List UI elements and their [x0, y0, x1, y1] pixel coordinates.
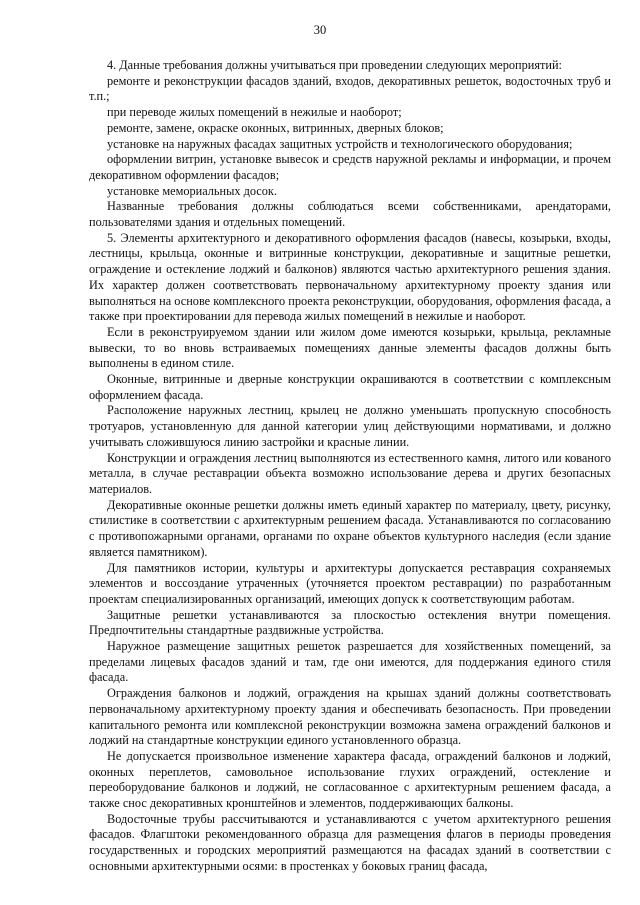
paragraph-item-5-elements: 5. Элементы архитектурного и декоративного оформления фасадов (навесы, козырьки, входы, лестницы, крыльца, оконные и витринные конструкции, декоративные и защитные решетки, ограждение и остекление лоджий и балконов) являются частью архитектурного решения здания. Их характер должен соответствовать первоначальному архитектурному проекту здания или выполняться на основе комплексного проекта реконструкции, оборудования, оформления фасада, а также при проектировании для перевода жилых помещений в нежилые и наоборот. — [89, 230, 611, 324]
paragraph-shop-windows: оформлении витрин, установке вывесок и средств наружной рекламы и информации, и прочем декоративном оформлении фасадов; — [89, 152, 611, 182]
paragraph-stair-materials: Конструкции и ограждения лестниц выполняются из естественного камня, литого или кованого металла, в случае реставрации объекта возможно использование дерева и других безопасных материалов. — [89, 450, 611, 496]
paragraph-facade-repair: ремонте и реконструкции фасадов зданий, входов, декоративных решеток, водосточных труб и т.п.; — [89, 73, 611, 104]
paragraph-requirements-owners: Названные требования должны соблюдаться всеми собственниками, арендаторами, пользователями здания и отдельных помещений. — [89, 199, 611, 230]
paragraph-protective-grilles: Защитные решетки устанавливаются за плоскостью остекления внутри помещения. Предпочтительны стандартные раздвижные устройства. — [89, 607, 611, 638]
paragraph-drainpipes-flagpoles: Водосточные трубы рассчитываются и устанавливаются с учетом архитектурного решения фасадов. Флагштоки рекомендованного образца для размещения флагов в периоды проведения государственных и городских мероприятий размещаются на фасадах зданий в соответствии с основными архитектурными осями: в простенках у боковых границ фасада, — [89, 811, 611, 873]
paragraph-window-grilles: Декоративные оконные решетки должны иметь единый характер по материалу, цвету, рисунку, стилистике в соответствии с архитектурным решением фасада. Устанавливаются по согласованию с противопожарными органами, органами по охране объектов культурного наследия (если здание является памятником). — [89, 497, 611, 559]
paragraph-external-grilles: Наружное размещение защитных решеток разрешается для хозяйственных помещений, за пределами лицевых фасадов зданий и там, где они имеются, для поддержания единого стиля фасада. — [89, 639, 611, 685]
paragraph-item-4-intro: 4. Данные требования должны учитываться при проведении следующих мероприятий: — [107, 58, 562, 72]
page-number: 30 — [313, 23, 327, 37]
document-body — [89, 58, 611, 875]
paragraph-premises-conversion: при переводе жилых помещений в нежилые и наоборот; — [107, 105, 402, 120]
paragraph-memorial-plaques: установке мемориальных досок. — [107, 183, 277, 198]
paragraph-prohibited-changes: Не допускается произвольное изменение характера фасада, ограждений балконов и лоджий, оконных переплетов, самовольное использование глухих ограждений, остекление и переоборудование балконов и лоджий, не согласованное с архитектурным решением фасада, а также снос декоративных кронштейнов и элементов, поддерживающих балконы. — [89, 748, 611, 811]
paragraph-external-stairs: Расположение наружных лестниц, крылец не должно уменьшать пропускную способность тротуаров, установленную для данной категории улиц действующими нормативами, и должно учитывать сложившуюся линию застройки и красные линии. — [89, 403, 611, 449]
paragraph-protective-devices: установке на наружных фасадах защитных устройств и технологического оборудования; — [107, 136, 573, 151]
paragraph-monument-restoration: Для памятников истории, культуры и архитектуры допускается реставрация сохраняемых элементов и воссоздание утраченных (уточняется проектом реставрации) по разработанным проектам специализированных организаций, имеющих допуск к соответствующим работам. — [89, 560, 611, 606]
paragraph-window-blocks: ремонте, замене, окраске оконных, витринных, дверных блоков; — [107, 120, 444, 135]
paragraph-canopies-style: Если в реконструируемом здании или жилом доме имеются козырьки, крыльца, рекламные вывески, то во вновь встраиваемых помещениях данные элементы фасадов должны быть выполнены в едином стиле. — [89, 324, 611, 371]
paragraph-balcony-railings: Ограждения балконов и лоджий, ограждения на крышах зданий должны соответствовать первоначальному архитектурному проекту здания и обеспечивать безопасность. При проведении капитального ремонта или комплексной реконструкции возможна замена ограждений балконов и лоджий на стандартные конструкции единого установленного образца. — [89, 686, 611, 748]
paragraph-window-painting: Оконные, витринные и дверные конструкции окрашиваются в соответствии с комплексным оформлением фасада. — [89, 372, 611, 402]
